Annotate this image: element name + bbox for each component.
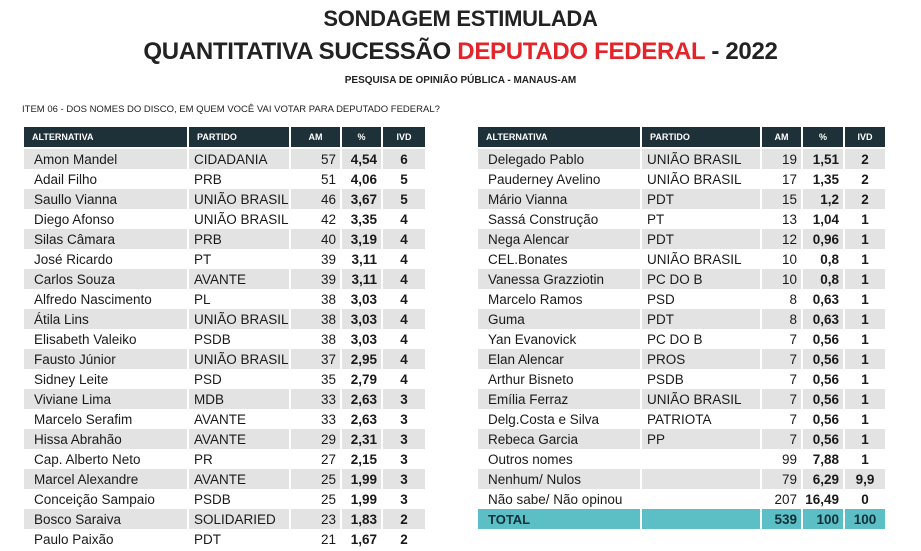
total-am: 539	[762, 509, 803, 529]
cell-am: 37	[291, 349, 342, 369]
cell-pct: 3,11	[342, 249, 383, 269]
col-ivd: IVD	[383, 127, 427, 149]
cell-partido: PDT	[642, 229, 762, 249]
cell-alternativa: Pauderney Avelino	[478, 169, 642, 189]
cell-alternativa: Vanessa Grazziotin	[478, 269, 642, 289]
cell-am: 39	[291, 269, 342, 289]
cell-am: 33	[291, 409, 342, 429]
cell-alternativa: Cap. Alberto Neto	[24, 449, 189, 469]
cell-partido: PSDB	[642, 369, 762, 389]
cell-pct: 3,11	[342, 269, 383, 289]
cell-am: 12	[762, 229, 803, 249]
cell-partido: PRB	[189, 229, 291, 249]
cell-am: 21	[291, 529, 342, 549]
cell-partido: PDT	[189, 529, 291, 549]
cell-alternativa: Nega Alencar	[478, 229, 642, 249]
cell-alternativa: Nenhum/ Nulos	[478, 469, 642, 489]
cell-pct: 1,04	[803, 209, 845, 229]
cell-am: 8	[762, 289, 803, 309]
table-row	[24, 249, 427, 269]
table-row	[478, 409, 887, 429]
cell-pct: 0,56	[803, 389, 845, 409]
cell-pct: 0,8	[803, 249, 845, 269]
cell-pct: 3,19	[342, 229, 383, 249]
cell-pct: 2,15	[342, 449, 383, 469]
table-row	[24, 329, 427, 349]
cell-alternativa: Não sabe/ Não opinou	[478, 489, 642, 509]
cell-pct: 4,06	[342, 169, 383, 189]
table-row	[478, 189, 887, 209]
cell-am: 7	[762, 369, 803, 389]
cell-alternativa: Adail Filho	[24, 169, 189, 189]
cell-am: 46	[291, 189, 342, 209]
cell-ivd: 5	[383, 169, 427, 189]
cell-ivd: 1	[845, 369, 887, 389]
cell-pct: 7,88	[803, 449, 845, 469]
cell-am: 57	[291, 149, 342, 169]
cell-partido: PDT	[642, 189, 762, 209]
cell-partido: UNIÃO BRASIL	[189, 309, 291, 329]
cell-pct: 0,56	[803, 369, 845, 389]
cell-am: 38	[291, 329, 342, 349]
col-ivd: IVD	[845, 127, 887, 149]
cell-ivd: 1	[845, 289, 887, 309]
col-am: AM	[291, 127, 342, 149]
col-partido: PARTIDO	[189, 127, 291, 149]
cell-partido: UNIÃO BRASIL	[642, 169, 762, 189]
cell-partido: UNIÃO BRASIL	[189, 349, 291, 369]
cell-ivd: 2	[845, 149, 887, 169]
total-partido	[642, 509, 762, 529]
cell-alternativa: Alfredo Nascimento	[24, 289, 189, 309]
cell-partido: AVANTE	[189, 269, 291, 289]
table-row	[24, 229, 427, 249]
table-row	[24, 289, 427, 309]
cell-pct: 4,54	[342, 149, 383, 169]
cell-ivd: 9,9	[845, 469, 887, 489]
cell-ivd: 1	[845, 349, 887, 369]
cell-ivd: 6	[383, 149, 427, 169]
cell-ivd: 4	[383, 249, 427, 269]
cell-ivd: 5	[383, 189, 427, 209]
cell-am: 25	[291, 469, 342, 489]
cell-alternativa: Yan Evanovick	[478, 329, 642, 349]
cell-ivd: 1	[845, 449, 887, 469]
cell-pct: 3,35	[342, 209, 383, 229]
cell-am: 17	[762, 169, 803, 189]
cell-ivd: 4	[383, 209, 427, 229]
cell-ivd: 4	[383, 369, 427, 389]
table-row	[24, 449, 427, 469]
cell-pct: 6,29	[803, 469, 845, 489]
cell-am: 13	[762, 209, 803, 229]
table-body-right	[478, 149, 887, 529]
cell-am: 38	[291, 309, 342, 329]
table-row	[478, 289, 887, 309]
cell-alternativa: Sidney Leite	[24, 369, 189, 389]
cell-partido: CIDADANIA	[189, 149, 291, 169]
table-row	[478, 249, 887, 269]
table-row	[24, 409, 427, 429]
cell-partido: PSD	[642, 289, 762, 309]
cell-pct: 0,96	[803, 229, 845, 249]
cell-pct: 2,31	[342, 429, 383, 449]
table-row	[24, 209, 427, 229]
col-pct: %	[803, 127, 845, 149]
cell-alternativa: Fausto Júnior	[24, 349, 189, 369]
cell-pct: 16,49	[803, 489, 845, 509]
cell-partido	[642, 489, 762, 509]
cell-pct: 1,67	[342, 529, 383, 549]
title-line-2-part-b: - 2022	[704, 38, 778, 65]
cell-am: 15	[762, 189, 803, 209]
cell-alternativa: Arthur Bisneto	[478, 369, 642, 389]
cell-ivd: 4	[383, 309, 427, 329]
col-alternativa: ALTERNATIVA	[478, 127, 642, 149]
table-row	[24, 149, 427, 169]
cell-pct: 1,51	[803, 149, 845, 169]
cell-alternativa: Guma	[478, 309, 642, 329]
cell-pct: 1,99	[342, 469, 383, 489]
cell-am: 51	[291, 169, 342, 189]
cell-ivd: 2	[845, 169, 887, 189]
cell-am: 35	[291, 369, 342, 389]
cell-am: 33	[291, 389, 342, 409]
cell-am: 39	[291, 249, 342, 269]
col-pct: %	[342, 127, 383, 149]
cell-alternativa: Marcel Alexandre	[24, 469, 189, 489]
cell-partido: AVANTE	[189, 409, 291, 429]
cell-am: 27	[291, 449, 342, 469]
cell-ivd: 4	[383, 349, 427, 369]
cell-partido: SOLIDARIED	[189, 509, 291, 529]
cell-am: 10	[762, 249, 803, 269]
cell-ivd: 4	[383, 269, 427, 289]
cell-am: 7	[762, 389, 803, 409]
cell-alternativa: Elisabeth Valeiko	[24, 329, 189, 349]
cell-pct: 3,67	[342, 189, 383, 209]
table-row	[478, 489, 887, 509]
results-table-left	[24, 127, 427, 549]
cell-ivd: 3	[383, 469, 427, 489]
table-row	[24, 469, 427, 489]
cell-partido: PSDB	[189, 489, 291, 509]
cell-alternativa: Silas Câmara	[24, 229, 189, 249]
cell-pct: 1,83	[342, 509, 383, 529]
cell-alternativa: Bosco Saraiva	[24, 509, 189, 529]
cell-alternativa: Hissa Abrahão	[24, 429, 189, 449]
cell-pct: 2,79	[342, 369, 383, 389]
cell-ivd: 4	[383, 229, 427, 249]
cell-alternativa: Conceição Sampaio	[24, 489, 189, 509]
title-line-1: SONDAGEM ESTIMULADA	[323, 6, 598, 31]
cell-ivd: 1	[845, 409, 887, 429]
cell-pct: 1,99	[342, 489, 383, 509]
cell-pct: 2,63	[342, 409, 383, 429]
cell-ivd: 3	[383, 489, 427, 509]
cell-ivd: 3	[383, 389, 427, 409]
results-table-right	[478, 127, 887, 529]
cell-partido: MDB	[189, 389, 291, 409]
table-row	[24, 269, 427, 289]
table-row	[478, 429, 887, 449]
cell-pct: 0,56	[803, 329, 845, 349]
total-ivd: 100	[845, 509, 887, 529]
cell-ivd: 0	[845, 489, 887, 509]
cell-pct: 3,03	[342, 329, 383, 349]
table-row	[478, 389, 887, 409]
table-row	[478, 469, 887, 489]
cell-partido: PSD	[189, 369, 291, 389]
cell-alternativa: Amon Mandel	[24, 149, 189, 169]
table-row	[478, 149, 887, 169]
cell-pct: 0,8	[803, 269, 845, 289]
cell-am: 40	[291, 229, 342, 249]
cell-alternativa: Rebeca Garcia	[478, 429, 642, 449]
cell-pct: 0,56	[803, 349, 845, 369]
cell-partido: PP	[642, 429, 762, 449]
table-row	[24, 429, 427, 449]
cell-partido: PROS	[642, 349, 762, 369]
cell-alternativa: Átila Lins	[24, 309, 189, 329]
cell-alternativa: Emília Ferraz	[478, 389, 642, 409]
cell-alternativa: Saullo Vianna	[24, 189, 189, 209]
table-row	[24, 189, 427, 209]
cell-am: 23	[291, 509, 342, 529]
cell-ivd: 3	[383, 449, 427, 469]
cell-partido: PATRIOTA	[642, 409, 762, 429]
cell-am: 7	[762, 429, 803, 449]
cell-ivd: 3	[383, 409, 427, 429]
cell-am: 29	[291, 429, 342, 449]
table-header-row	[24, 127, 427, 149]
cell-partido: UNIÃO BRASIL	[642, 389, 762, 409]
cell-ivd: 1	[845, 329, 887, 349]
table-row	[24, 369, 427, 389]
subtitle: PESQUISA DE OPINIÃO PÚBLICA - MANAUS-AM	[344, 75, 577, 86]
table-row	[24, 529, 427, 549]
cell-partido	[642, 449, 762, 469]
cell-alternativa: Outros nomes	[478, 449, 642, 469]
cell-alternativa: Delg.Costa e Silva	[478, 409, 642, 429]
cell-pct: 0,56	[803, 429, 845, 449]
cell-partido: PC DO B	[642, 269, 762, 289]
cell-alternativa: Viviane Lima	[24, 389, 189, 409]
col-partido: PARTIDO	[642, 127, 762, 149]
cell-ivd: 1	[845, 209, 887, 229]
cell-pct: 0,63	[803, 309, 845, 329]
table-row	[478, 449, 887, 469]
cell-partido: UNIÃO BRASIL	[642, 249, 762, 269]
cell-partido: PDT	[642, 309, 762, 329]
cell-partido: UNIÃO BRASIL	[642, 149, 762, 169]
cell-partido: PR	[189, 449, 291, 469]
cell-pct: 1,2	[803, 189, 845, 209]
cell-am: 42	[291, 209, 342, 229]
cell-alternativa: Delegado Pablo	[478, 149, 642, 169]
cell-partido	[642, 469, 762, 489]
cell-alternativa: Mário Vianna	[478, 189, 642, 209]
cell-ivd: 2	[383, 529, 427, 549]
cell-alternativa: Diego Afonso	[24, 209, 189, 229]
cell-partido: PRB	[189, 169, 291, 189]
cell-alternativa: Elan Alencar	[478, 349, 642, 369]
table-row	[24, 509, 427, 529]
cell-am: 7	[762, 329, 803, 349]
cell-alternativa: Sassá Construção	[478, 209, 642, 229]
table-row	[478, 229, 887, 249]
col-alternativa: ALTERNATIVA	[24, 127, 189, 149]
title-line-2	[0, 38, 921, 66]
cell-ivd: 1	[845, 389, 887, 409]
cell-partido: PL	[189, 289, 291, 309]
cell-am: 7	[762, 349, 803, 369]
cell-ivd: 4	[383, 289, 427, 309]
total-row	[478, 509, 887, 529]
cell-pct: 0,56	[803, 409, 845, 429]
cell-partido: PC DO B	[642, 329, 762, 349]
cell-ivd: 1	[845, 249, 887, 269]
cell-am: 8	[762, 309, 803, 329]
total-label: TOTAL	[478, 509, 642, 529]
table-row	[478, 209, 887, 229]
cell-am: 10	[762, 269, 803, 289]
table-row	[24, 389, 427, 409]
table-row	[24, 169, 427, 189]
cell-pct: 3,03	[342, 289, 383, 309]
cell-pct: 3,03	[342, 309, 383, 329]
cell-partido: PT	[189, 249, 291, 269]
total-pct: 100	[803, 509, 845, 529]
table-header-row	[478, 127, 887, 149]
cell-alternativa: Marcelo Serafim	[24, 409, 189, 429]
table-row	[478, 369, 887, 389]
cell-am: 19	[762, 149, 803, 169]
table-row	[478, 349, 887, 369]
cell-alternativa: CEL.Bonates	[478, 249, 642, 269]
cell-am: 7	[762, 409, 803, 429]
cell-alternativa: José Ricardo	[24, 249, 189, 269]
cell-partido: PT	[642, 209, 762, 229]
question-text: ITEM 06 - DOS NOMES DO DISCO, EM QUEM VOCÊ VAI VOTAR PARA DEPUTADO FEDERAL?	[22, 104, 440, 115]
cell-partido: AVANTE	[189, 469, 291, 489]
cell-ivd: 1	[845, 229, 887, 249]
cell-pct: 2,63	[342, 389, 383, 409]
cell-ivd: 3	[383, 429, 427, 449]
table-row	[478, 269, 887, 289]
cell-ivd: 1	[845, 429, 887, 449]
cell-alternativa: Paulo Paixão	[24, 529, 189, 549]
title-line-2-part-a: QUANTITATIVA SUCESSÃO	[143, 38, 458, 65]
table-row	[24, 489, 427, 509]
cell-partido: UNIÃO BRASIL	[189, 209, 291, 229]
cell-partido: PSDB	[189, 329, 291, 349]
cell-ivd: 2	[383, 509, 427, 529]
cell-am: 207	[762, 489, 803, 509]
cell-partido: AVANTE	[189, 429, 291, 449]
cell-ivd: 1	[845, 269, 887, 289]
cell-am: 38	[291, 289, 342, 309]
col-am: AM	[762, 127, 803, 149]
cell-pct: 1,35	[803, 169, 845, 189]
title-highlight: DEPUTADO FEDERAL	[457, 38, 705, 65]
cell-pct: 2,95	[342, 349, 383, 369]
cell-alternativa: Marcelo Ramos	[478, 289, 642, 309]
cell-am: 99	[762, 449, 803, 469]
cell-pct: 0,63	[803, 289, 845, 309]
cell-ivd: 4	[383, 329, 427, 349]
cell-ivd: 2	[845, 189, 887, 209]
table-row	[24, 309, 427, 329]
table-body-left	[24, 149, 427, 549]
table-row	[478, 309, 887, 329]
cell-ivd: 1	[845, 309, 887, 329]
table-row	[478, 329, 887, 349]
cell-alternativa: Carlos Souza	[24, 269, 189, 289]
cell-am: 25	[291, 489, 342, 509]
table-row	[478, 169, 887, 189]
cell-am: 79	[762, 469, 803, 489]
table-row	[24, 349, 427, 369]
cell-partido: UNIÃO BRASIL	[189, 189, 291, 209]
